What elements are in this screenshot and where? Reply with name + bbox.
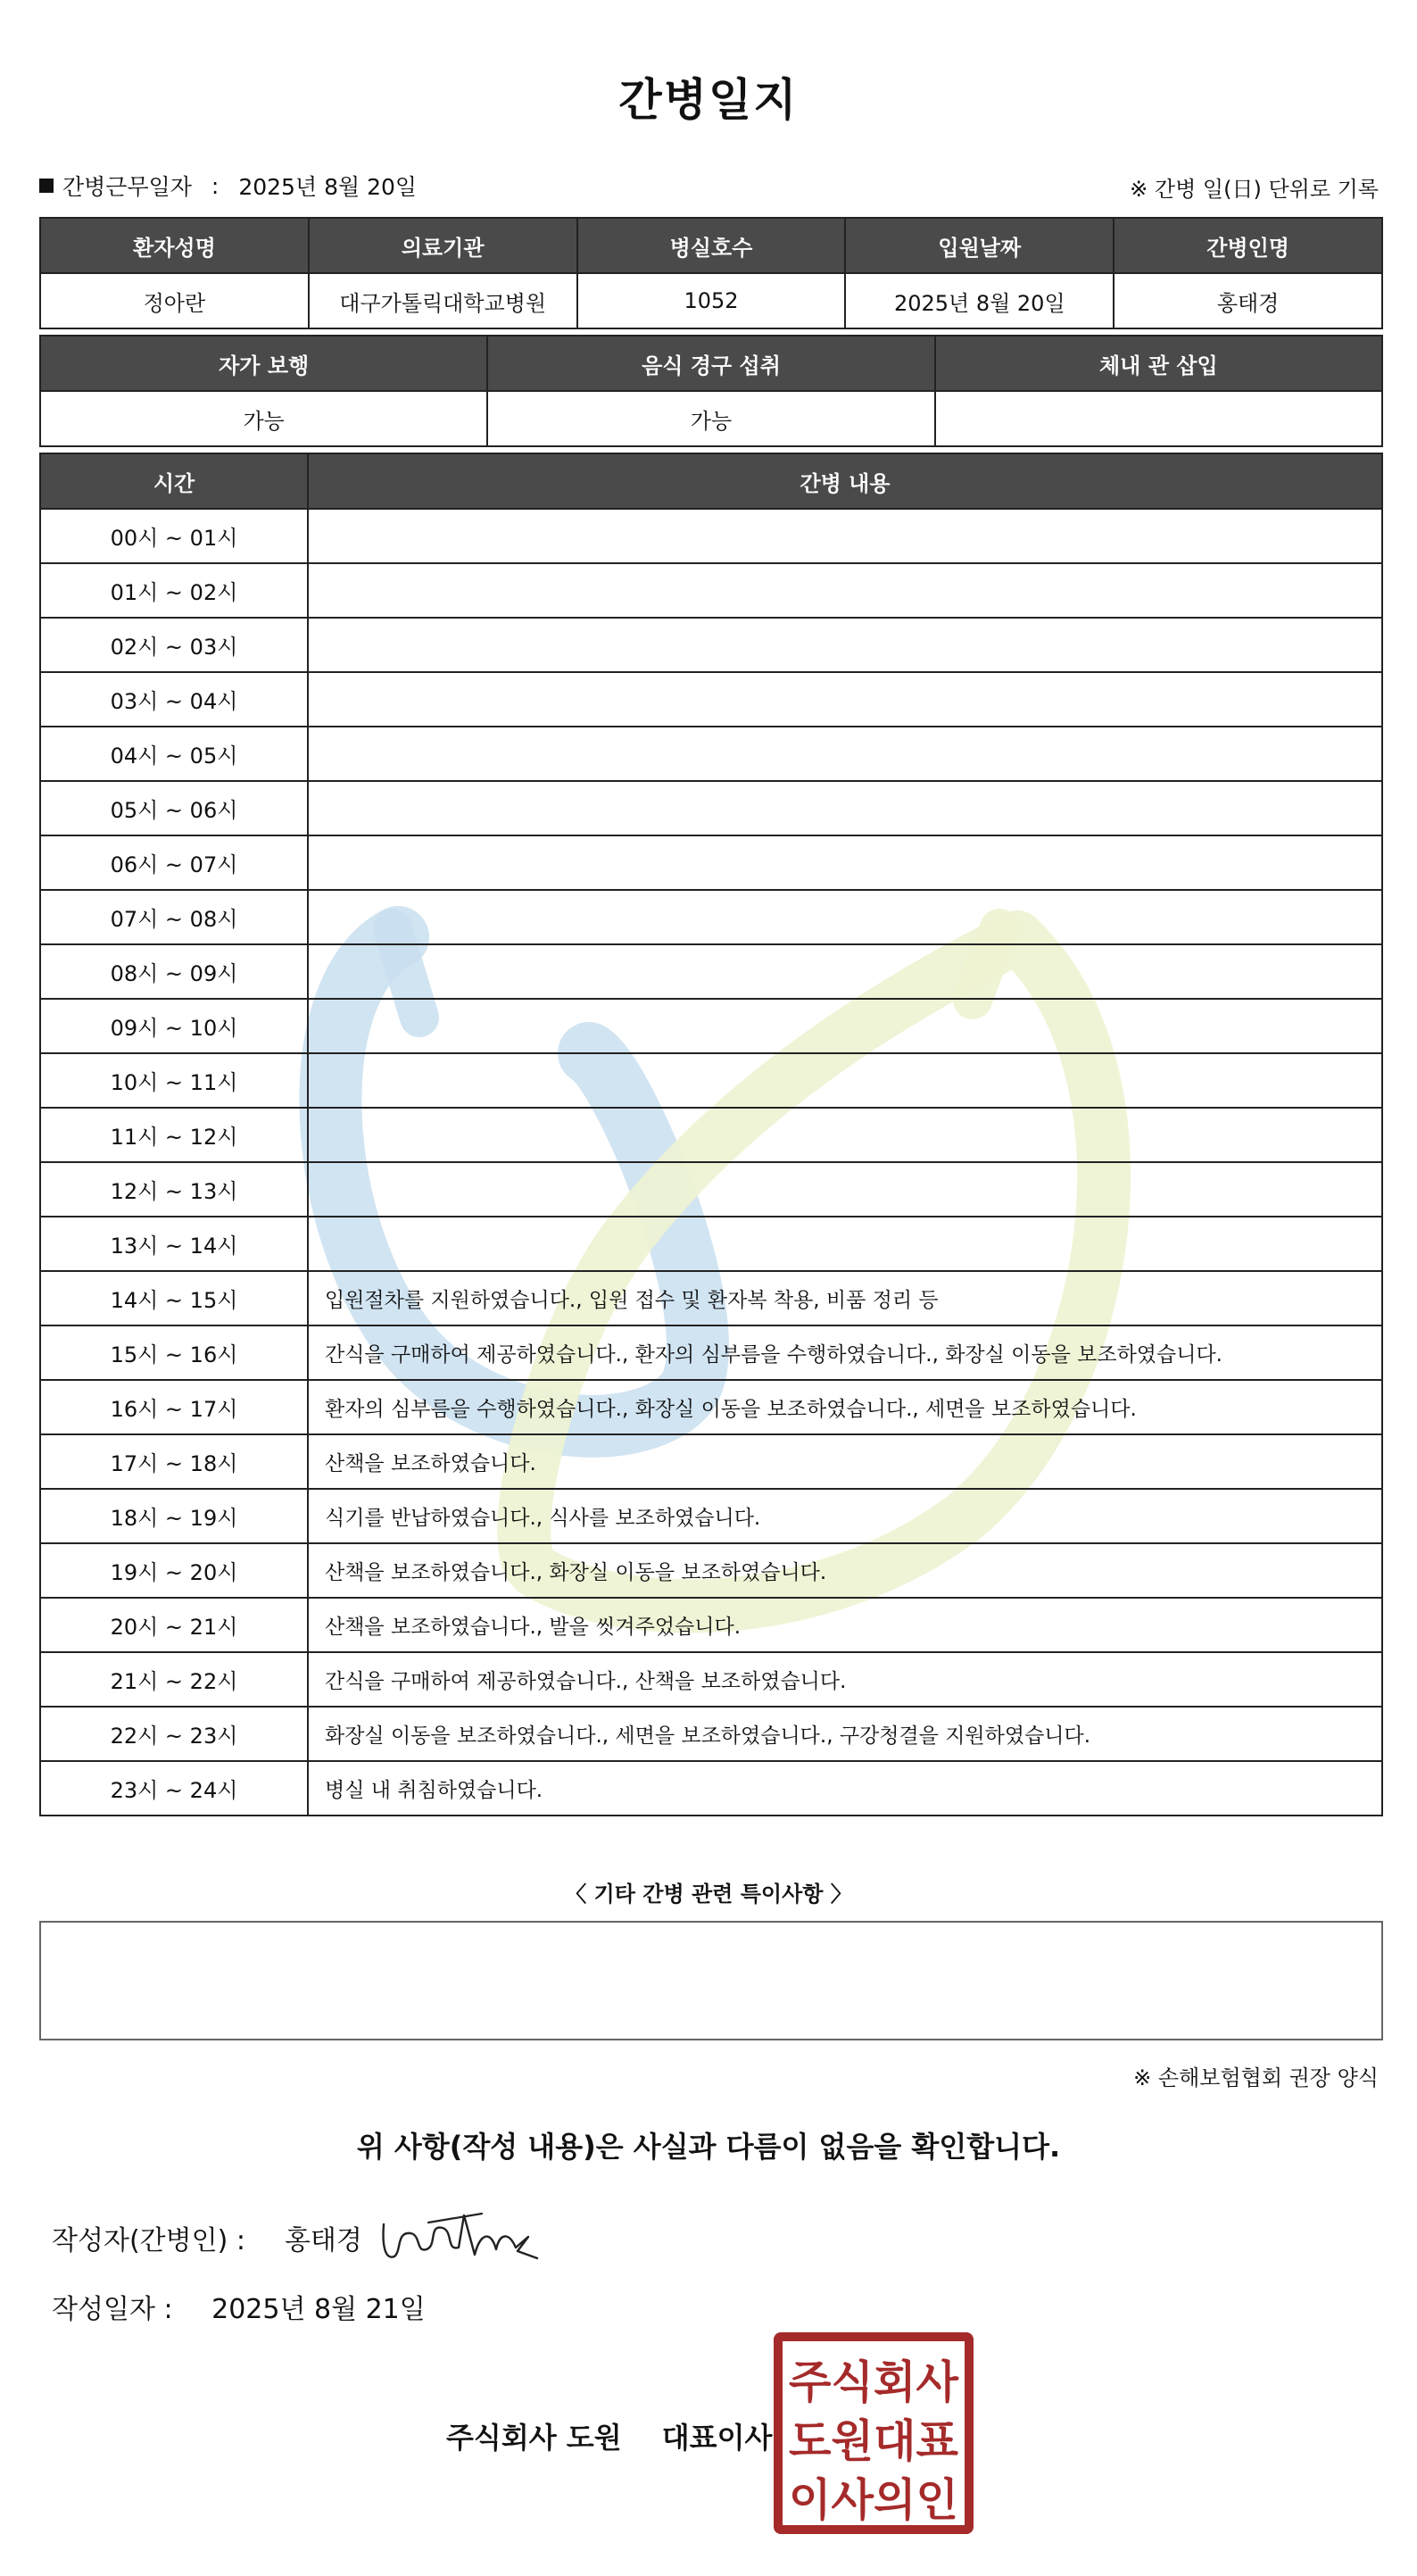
care-log-header-row <box>40 453 1382 509</box>
table-row <box>40 944 1382 999</box>
patient-status-table <box>39 335 1383 447</box>
header-tube-insertion: 체내 관 삽입 <box>935 336 1382 391</box>
table-row <box>40 1543 1382 1598</box>
header-patient-name: 환자성명 <box>40 218 309 273</box>
document-title: 간병일지 <box>618 74 799 126</box>
daily-record-note: ※ 간병 일(日) 단위로 기록 <box>1130 177 1379 202</box>
form-source-note: ※ 손해보험협회 권장 양식 <box>1133 2065 1379 2090</box>
header-caregiver-name: 간병인명 <box>1114 218 1382 273</box>
written-date-line <box>52 2287 426 2326</box>
header-room-number: 병실호수 <box>577 218 846 273</box>
table-row <box>40 1652 1382 1707</box>
square-bullet-icon <box>39 179 54 193</box>
oral-intake-value: 가능 <box>487 391 934 446</box>
caregiver-name: 홍태경 <box>1114 273 1382 328</box>
table-row <box>40 1162 1382 1217</box>
care-content <box>308 1053 1382 1108</box>
header-care-content: 간병 내용 <box>308 453 1382 509</box>
room-number: 1052 <box>577 273 846 328</box>
status-header-row <box>40 336 1382 391</box>
table-row <box>40 672 1382 727</box>
table-row <box>40 563 1382 618</box>
table-row <box>40 999 1382 1053</box>
care-content: 산책을 보조하였습니다., 화장실 이동을 보조하였습니다. <box>308 1543 1382 1598</box>
header-self-walking: 자가 보행 <box>40 336 487 391</box>
table-row <box>40 1434 1382 1489</box>
company-signature-line <box>446 2415 772 2456</box>
care-content: 간식을 구매하여 제공하였습니다., 환자의 심부름을 수행하였습니다., 화장실 이동을 보조하였습니다. <box>308 1325 1382 1380</box>
table-row <box>40 1707 1382 1761</box>
care-content <box>308 944 1382 999</box>
work-date-separator: : <box>211 172 220 199</box>
time-slot: 02시 ~ 03시 <box>40 618 308 672</box>
remarks-box <box>39 1921 1383 2040</box>
writer-name: 홍태경 <box>284 2225 362 2256</box>
care-content <box>308 672 1382 727</box>
care-content: 환자의 심부름을 수행하였습니다., 화장실 이동을 보조하였습니다., 세면을 보조하였습니다. <box>308 1380 1382 1434</box>
tube-insertion-value <box>935 391 1382 446</box>
seal-line-2: 도원대표 <box>789 2415 959 2467</box>
table-row <box>40 835 1382 890</box>
handwritten-signature <box>375 2198 544 2269</box>
care-content: 병실 내 취침하였습니다. <box>308 1761 1382 1816</box>
time-slot: 16시 ~ 17시 <box>40 1380 308 1434</box>
writer-label: 작성자(간병인) : <box>52 2225 245 2256</box>
care-content <box>308 1108 1382 1162</box>
confirmation-statement: 위 사항(작성 내용)은 사실과 다름이 없음을 확인합니다. <box>356 2130 1061 2164</box>
care-content <box>308 1162 1382 1217</box>
work-date-value: 2025년 8월 20일 <box>238 174 418 200</box>
work-date-label: 간병근무일자 <box>62 174 192 200</box>
time-slot: 00시 ~ 01시 <box>40 509 308 563</box>
care-content: 산책을 보조하였습니다. <box>308 1434 1382 1489</box>
header-time: 시간 <box>40 453 308 509</box>
care-content: 간식을 구매하여 제공하였습니다., 산책을 보조하였습니다. <box>308 1652 1382 1707</box>
care-content: 식기를 반납하였습니다., 식사를 보조하였습니다. <box>308 1489 1382 1543</box>
table-row <box>40 1598 1382 1652</box>
time-slot: 01시 ~ 02시 <box>40 563 308 618</box>
work-date-line <box>39 170 417 202</box>
time-slot: 07시 ~ 08시 <box>40 890 308 944</box>
time-slot: 06시 ~ 07시 <box>40 835 308 890</box>
care-content <box>308 509 1382 563</box>
time-slot: 09시 ~ 10시 <box>40 999 308 1053</box>
table-row <box>40 509 1382 563</box>
table-row <box>40 890 1382 944</box>
care-content <box>308 835 1382 890</box>
header-hospital: 의료기관 <box>309 218 577 273</box>
care-content <box>308 563 1382 618</box>
time-slot: 20시 ~ 21시 <box>40 1598 308 1652</box>
table-row <box>40 1271 1382 1325</box>
table-row <box>40 1380 1382 1434</box>
time-slot: 17시 ~ 18시 <box>40 1434 308 1489</box>
patient-info-header-row <box>40 218 1382 273</box>
time-slot: 13시 ~ 14시 <box>40 1217 308 1271</box>
table-row <box>40 781 1382 835</box>
table-row <box>40 1761 1382 1816</box>
time-slot: 15시 ~ 16시 <box>40 1325 308 1380</box>
time-slot: 03시 ~ 04시 <box>40 672 308 727</box>
table-row <box>40 1489 1382 1543</box>
table-row <box>40 1325 1382 1380</box>
time-slot: 22시 ~ 23시 <box>40 1707 308 1761</box>
time-slot: 08시 ~ 09시 <box>40 944 308 999</box>
care-content <box>308 999 1382 1053</box>
care-content <box>308 618 1382 672</box>
written-date-value: 2025년 8월 21일 <box>211 2294 426 2325</box>
seal-line-3: 이사의인 <box>789 2474 958 2526</box>
company-name: 주식회사 도원 <box>446 2421 622 2455</box>
time-slot: 10시 ~ 11시 <box>40 1053 308 1108</box>
table-row <box>40 1053 1382 1108</box>
time-slot: 21시 ~ 22시 <box>40 1652 308 1707</box>
time-slot: 14시 ~ 15시 <box>40 1271 308 1325</box>
time-slot: 19시 ~ 20시 <box>40 1543 308 1598</box>
status-value-row <box>40 391 1382 446</box>
care-log-table <box>39 453 1383 1816</box>
table-row <box>40 727 1382 781</box>
seal-line-1: 주식회사 <box>789 2356 959 2408</box>
care-content <box>308 727 1382 781</box>
care-content <box>308 781 1382 835</box>
time-slot: 23시 ~ 24시 <box>40 1761 308 1816</box>
patient-info-table <box>39 217 1383 329</box>
time-slot: 05시 ~ 06시 <box>40 781 308 835</box>
care-content <box>308 890 1382 944</box>
table-row <box>40 618 1382 672</box>
time-slot: 12시 ~ 13시 <box>40 1162 308 1217</box>
hospital-name: 대구가톨릭대학교병원 <box>309 273 577 328</box>
header-admission-date: 입원날짜 <box>845 218 1114 273</box>
table-row <box>40 1217 1382 1271</box>
patient-name: 정아란 <box>40 273 309 328</box>
time-slot: 04시 ~ 05시 <box>40 727 308 781</box>
remarks-title: 〈 기타 간병 관련 특이사항 〉 <box>565 1882 852 1907</box>
table-row <box>40 1108 1382 1162</box>
writer-line <box>52 2218 362 2257</box>
care-content: 산책을 보조하였습니다., 발을 씻겨주었습니다. <box>308 1598 1382 1652</box>
time-slot: 11시 ~ 12시 <box>40 1108 308 1162</box>
admission-date: 2025년 8월 20일 <box>845 273 1114 328</box>
written-date-label: 작성일자 : <box>52 2294 173 2325</box>
care-content: 입원절차를 지원하였습니다., 입원 접수 및 환자복 착용, 비품 정리 등 <box>308 1271 1382 1325</box>
care-content: 화장실 이동을 보조하였습니다., 세면을 보조하였습니다., 구강청결을 지원하였습니다. <box>308 1707 1382 1761</box>
care-content <box>308 1217 1382 1271</box>
patient-info-value-row <box>40 273 1382 328</box>
representative-title: 대표이사 <box>661 2421 773 2455</box>
company-seal-stamp <box>773 2331 974 2535</box>
header-oral-intake: 음식 경구 섭취 <box>487 336 934 391</box>
self-walking-value: 가능 <box>40 391 487 446</box>
time-slot: 18시 ~ 19시 <box>40 1489 308 1543</box>
